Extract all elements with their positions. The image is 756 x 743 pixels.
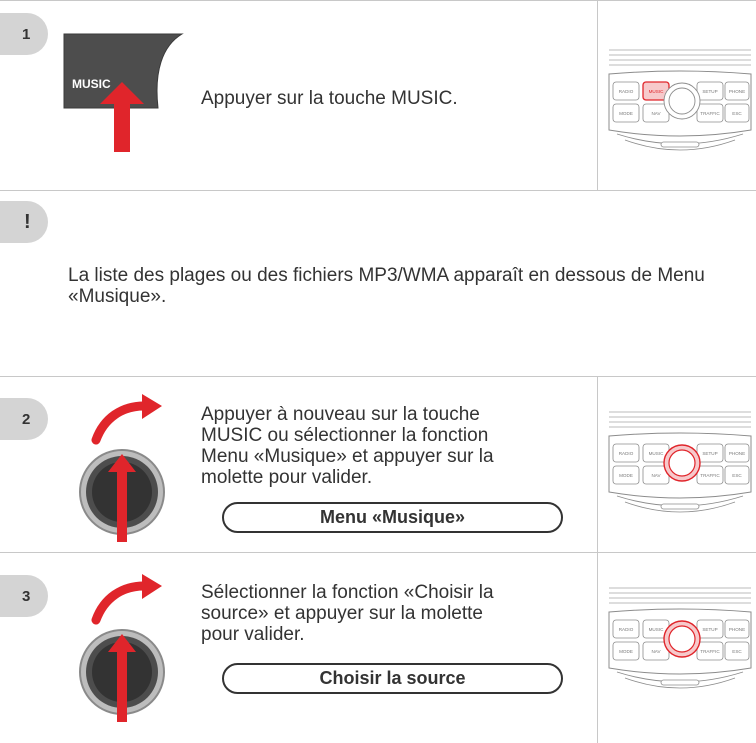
step3-instruction: Sélectionner la fonction «Choisir la source» et appuyer sur la molette pour valider. xyxy=(201,582,494,645)
panel-label: TRAFFIC xyxy=(700,473,720,478)
panel-label: NAV xyxy=(651,473,661,478)
divider-step2 xyxy=(597,376,598,552)
panel-button-setup xyxy=(697,82,723,100)
panel-label: TRAFFIC xyxy=(700,111,720,116)
panel-label: NAV xyxy=(651,649,661,654)
panel-label: ESC xyxy=(732,473,742,478)
panel-label: MUSIC xyxy=(648,89,664,94)
rule-after-note xyxy=(0,376,756,377)
panel-label: PHONE xyxy=(728,451,746,456)
panel-button-mode xyxy=(613,104,639,122)
music-key-label: MUSIC xyxy=(72,77,111,91)
panel-knob xyxy=(664,621,700,657)
rule-after-step1 xyxy=(0,190,756,191)
step-number-1: 1 xyxy=(0,13,48,55)
menu-musique-pill[interactable]: Menu «Musique» xyxy=(222,502,563,533)
panel-label: MUSIC xyxy=(648,451,664,456)
rotary-knob-illustration-3 xyxy=(70,572,180,722)
note-warning-icon: ! xyxy=(0,201,48,243)
panel-label: RADIO xyxy=(618,627,634,632)
panel-button-esc xyxy=(725,466,749,484)
control-panel-step2 xyxy=(605,406,755,536)
panel-label: TRAFFIC xyxy=(700,649,720,654)
panel-button-radio xyxy=(613,82,639,100)
choisir-la-source-pill[interactable]: Choisir la source xyxy=(222,663,563,694)
panel-label: SETUP xyxy=(702,627,718,632)
panel-button-setup xyxy=(697,444,723,462)
panel-button-mode xyxy=(613,466,639,484)
panel-button-traffic xyxy=(697,104,723,122)
panel-button-esc xyxy=(725,642,749,660)
top-rule xyxy=(0,0,756,1)
divider-step1 xyxy=(597,0,598,190)
panel-label: ESC xyxy=(732,649,742,654)
rule-after-step2 xyxy=(0,552,756,553)
rotary-knob-illustration-2 xyxy=(70,392,180,542)
panel-label: SETUP xyxy=(702,451,718,456)
panel-label: PHONE xyxy=(728,627,746,632)
panel-knob xyxy=(664,445,700,481)
rotate-arrow-icon xyxy=(142,574,162,599)
panel-button-traffic xyxy=(697,466,723,484)
step1-instruction: Appuyer sur la touche MUSIC. xyxy=(201,88,458,109)
panel-button-setup xyxy=(697,620,723,638)
panel-label: MUSIC xyxy=(648,627,664,632)
panel-button-phone xyxy=(725,444,749,462)
panel-button-radio xyxy=(613,620,639,638)
panel-button-radio xyxy=(613,444,639,462)
panel-label: RADIO xyxy=(618,89,634,94)
panel-button-mode xyxy=(613,642,639,660)
panel-label: MODE xyxy=(619,111,633,116)
panel-label: SETUP xyxy=(702,89,718,94)
step-number-3: 3 xyxy=(0,575,48,617)
panel-label: MODE xyxy=(619,649,633,654)
panel-button-esc xyxy=(725,104,749,122)
panel-label: NAV xyxy=(651,111,661,116)
music-key-illustration xyxy=(50,24,180,154)
control-panel-step3 xyxy=(605,582,755,712)
panel-label: MODE xyxy=(619,473,633,478)
control-panel-step1 xyxy=(605,44,755,174)
panel-button-traffic xyxy=(697,642,723,660)
panel-button-phone xyxy=(725,82,749,100)
step-number-2: 2 xyxy=(0,398,48,440)
step2-instruction: Appuyer à nouveau sur la touche MUSIC ou sélectionner la fonction Menu «Musique» et appuyer sur la molette pour valider. xyxy=(201,404,494,488)
panel-button-phone xyxy=(725,620,749,638)
rotate-arrow-icon xyxy=(142,394,162,419)
panel-label: PHONE xyxy=(728,89,746,94)
note-text: La liste des plages ou des fichiers MP3/WMA apparaît en dessous de Menu «Musique». xyxy=(68,265,705,307)
panel-label: ESC xyxy=(732,111,742,116)
divider-step3 xyxy=(597,552,598,743)
panel-label: RADIO xyxy=(618,451,634,456)
panel-knob xyxy=(664,83,700,119)
